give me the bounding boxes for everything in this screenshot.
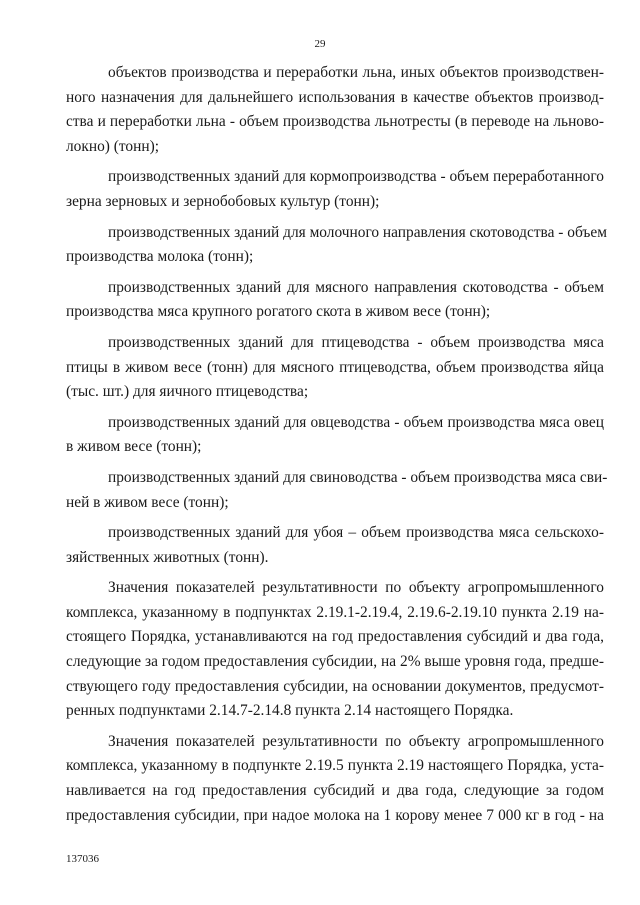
text-line: производства молока (тонн); [66, 248, 254, 266]
text-line: локно) (тонн); [66, 137, 159, 155]
paragraph-milk-indicator [66, 730, 604, 828]
text-line: производственных зданий для убоя – объем производства мяса сельскохо- [108, 524, 604, 542]
paragraph-sheep [66, 411, 604, 460]
text-line: стоящего Порядка, устанавливаются на год предоставления субсидий и два года, [66, 628, 604, 646]
text-line: ства и переработки льна - объем производства льнотресты (в переводе на льново- [66, 113, 604, 131]
text-line: навливается на год предоставления субсидий и два года, следующие за годом [66, 782, 604, 800]
document-body [66, 61, 608, 828]
text-line: предоставления субсидии, при надое молока на 1 корову менее 7 000 кг в год - на [66, 806, 604, 824]
text-line: производственных зданий для кормопроизводства - объем переработанного [108, 168, 604, 186]
text-line: производственных зданий для свиноводства - объем производства мяса сви- [108, 468, 608, 486]
text-line: производственных зданий для мясного направления скотоводства - объем [108, 278, 604, 296]
paragraph-dairy-cattle [66, 221, 607, 270]
page-number: 29 [314, 38, 326, 50]
paragraph-pigs [66, 466, 608, 515]
text-line: ней в живом весе (тонн); [66, 493, 229, 511]
text-line: Значения показателей результативности по объекту агропромышленного [108, 732, 604, 750]
text-line: следующие за годом предоставления субсидии, на 2% выше уровня года, предше- [66, 653, 604, 671]
text-line: объектов производства и переработки льна, иных объектов производствен- [108, 64, 604, 81]
document-code: 137036 [66, 853, 99, 865]
text-line: производства мяса крупного рогатого скота в живом весе (тонн); [66, 303, 491, 321]
text-line: комплекса, указанному в подпункте 2.19.5 пункта 2.19 настоящего Порядка, уста- [66, 757, 604, 775]
text-line: ного назначения для дальнейшего использования в качестве объектов производ- [66, 88, 604, 106]
text-line: (тыс. шт.) для яичного птицеводства; [66, 383, 309, 401]
paragraph-feed-production [66, 165, 604, 214]
text-line: зяйственных животных (тонн). [66, 548, 269, 566]
text-line: ствующего году предоставления субсидии, на основании документов, предусмот- [66, 677, 604, 695]
text-line: в живом весе (тонн); [66, 438, 202, 456]
paragraph-poultry [66, 331, 604, 405]
text-line: птицы в живом весе (тонн) для мясного птицеводства, объем производства яйца [66, 358, 604, 376]
text-line: Значения показателей результативности по объекту агропромышленного [108, 579, 604, 597]
paragraph-beef-cattle [66, 276, 604, 325]
paragraph-indicator-values [66, 576, 604, 724]
paragraph-flax-facilities [66, 61, 604, 159]
text-line: производственных зданий для овцеводства - объем производства мяса овец [108, 413, 604, 431]
text-line: зерна зерновых и зернобобовых культур (тонн); [66, 192, 380, 210]
paragraph-slaughter [66, 521, 604, 570]
text-line: производственных зданий для птицеводства - объем производства мяса [108, 333, 604, 351]
text-line: комплекса, указанному в подпунктах 2.19.1-2.19.4, 2.19.6-2.19.10 пункта 2.19 на- [66, 603, 604, 621]
text-line: производственных зданий для молочного направления скотоводства - объем [108, 223, 607, 241]
text-line: ренных подпунктами 2.14.7-2.14.8 пункта 2.14 настоящего Порядка. [66, 702, 514, 720]
